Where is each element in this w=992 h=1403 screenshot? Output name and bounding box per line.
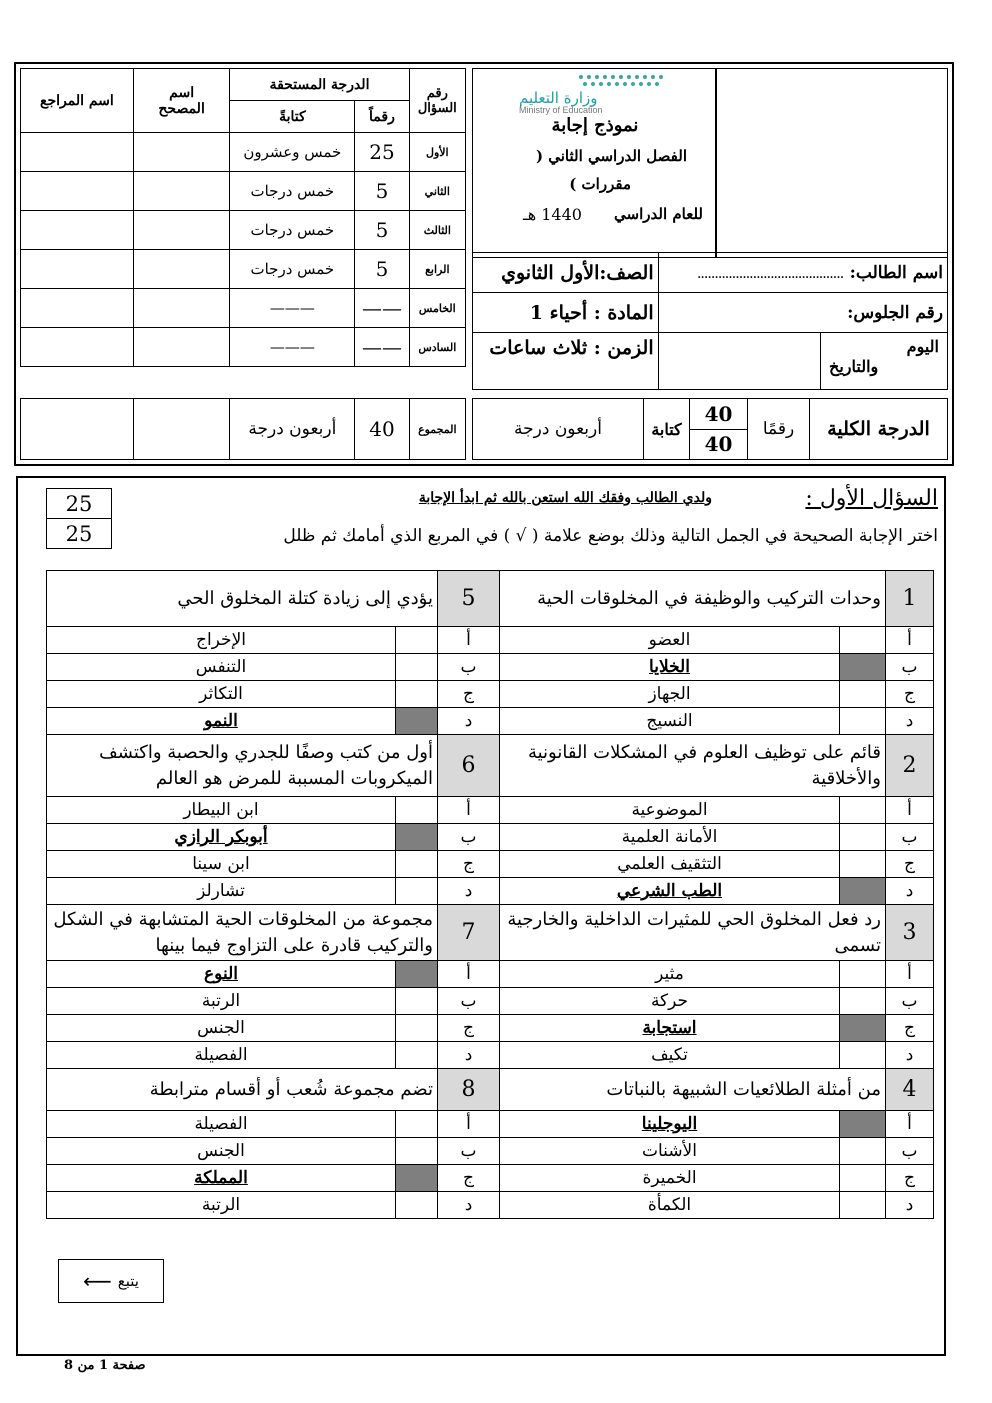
ministry-logo xyxy=(519,73,669,119)
question-text: أول من كتب وصفًا للجدري والحصبة واكتشف الميكروبات المسببة للمرض هو العالم xyxy=(47,735,438,797)
answer-checkbox[interactable] xyxy=(396,654,438,681)
grade-row-digits: 5 xyxy=(355,211,409,250)
option-text: الخميرة xyxy=(500,1165,840,1192)
grade-row-corrector[interactable] xyxy=(133,172,230,211)
option-row xyxy=(47,708,934,735)
option-text: استجابة xyxy=(500,1015,840,1042)
answer-checkbox[interactable] xyxy=(396,961,438,988)
question-number: 3 xyxy=(886,905,934,961)
option-letter: ب xyxy=(438,824,500,851)
option-text: المملكة xyxy=(47,1165,396,1192)
question-row xyxy=(47,571,934,627)
subject: المادة : أحياء 1 xyxy=(473,293,659,333)
option-letter: أ xyxy=(886,627,934,654)
answer-checkbox[interactable] xyxy=(840,1015,886,1042)
grade-row-writing: خمس درجات xyxy=(230,211,355,250)
grade-row-question: الثالث xyxy=(409,211,465,250)
option-row xyxy=(47,961,934,988)
grade-row-writing: خمس درجات xyxy=(230,250,355,289)
question-text: يؤدي إلى زيادة كتلة المخلوق الحي xyxy=(47,571,438,627)
option-text: النسيج xyxy=(500,708,840,735)
option-letter: ب xyxy=(438,654,500,681)
year-label: للعام الدراسي xyxy=(614,205,703,223)
answer-checkbox[interactable] xyxy=(396,627,438,654)
answer-checkbox[interactable] xyxy=(396,708,438,735)
option-letter: ج xyxy=(886,851,934,878)
grade-row-question: الثاني xyxy=(409,172,465,211)
answer-checkbox[interactable] xyxy=(840,1042,886,1069)
student-info-table xyxy=(472,252,948,390)
question-number: 5 xyxy=(438,571,500,627)
col-grade: الدرجة المستحقة xyxy=(230,69,409,101)
option-letter: ب xyxy=(886,824,934,851)
exam-time: الزمن : ثلاث ساعات xyxy=(473,333,659,390)
grade-row-writing: ——— xyxy=(230,328,355,367)
option-letter: أ xyxy=(886,797,934,824)
question-row xyxy=(47,1069,934,1111)
answer-checkbox[interactable] xyxy=(396,851,438,878)
option-row xyxy=(47,1042,934,1069)
answer-checkbox[interactable] xyxy=(396,1015,438,1042)
answer-checkbox[interactable] xyxy=(840,1138,886,1165)
option-text: الرتبة xyxy=(47,988,396,1015)
answer-checkbox[interactable] xyxy=(396,1165,438,1192)
ministry-ar: وزارة التعليم xyxy=(519,89,598,107)
question-row xyxy=(47,905,934,961)
answer-checkbox[interactable] xyxy=(840,988,886,1015)
day-date-label: اليوم والتاريخ xyxy=(820,333,947,389)
option-letter: ب xyxy=(886,1138,934,1165)
option-letter: ج xyxy=(438,851,500,878)
year-value: 1440 هـ xyxy=(523,205,582,224)
grade-row xyxy=(21,133,466,172)
question-text: من أمثلة الطلائعيات الشبيهة بالنباتات xyxy=(500,1069,886,1111)
question-number: 2 xyxy=(886,735,934,797)
option-letter: د xyxy=(438,1042,500,1069)
grade-row-digits: 25 xyxy=(355,133,409,172)
semester-line: الفصل الدراسي الثاني ( xyxy=(535,147,687,165)
grades-total-digits: 40 xyxy=(355,399,409,460)
seat-number-cell[interactable]: رقم الجلوس: xyxy=(658,293,947,333)
option-text: الفصيلة xyxy=(47,1042,396,1069)
option-letter: د xyxy=(886,878,934,905)
option-letter: ب xyxy=(886,654,934,681)
grade-level: الصف:الأول الثانوي xyxy=(473,253,659,293)
total-grade-label: الدرجة الكلية xyxy=(810,399,948,460)
option-letter: ج xyxy=(886,681,934,708)
question-text: تضم مجموعة شُعب أو أقسام مترابطة xyxy=(47,1069,438,1111)
grade-row-corrector[interactable] xyxy=(133,328,230,367)
grade-row-digits: 5 xyxy=(355,250,409,289)
grade-row-corrector[interactable] xyxy=(133,250,230,289)
answer-checkbox[interactable] xyxy=(396,988,438,1015)
answer-checkbox[interactable] xyxy=(840,654,886,681)
grade-row-writing: خمس وعشرون xyxy=(230,133,355,172)
courses-line: مقررات ) xyxy=(569,175,631,193)
question-number: 4 xyxy=(886,1069,934,1111)
grade-row-reviewer[interactable] xyxy=(21,172,134,211)
option-text: التنفس xyxy=(47,654,396,681)
option-text: تشارلز xyxy=(47,878,396,905)
grade-row-digits: —— xyxy=(355,289,409,328)
grades-total-reviewer xyxy=(21,399,134,460)
grade-row xyxy=(21,211,466,250)
continue-label: يتبع xyxy=(117,1272,139,1290)
option-text: الطب الشرعي xyxy=(500,878,840,905)
answer-checkbox[interactable] xyxy=(396,1111,438,1138)
option-row xyxy=(47,1111,934,1138)
option-letter: د xyxy=(438,708,500,735)
option-row xyxy=(47,654,934,681)
col-reviewer: اسم المراجع xyxy=(21,69,134,133)
option-letter: ب xyxy=(438,988,500,1015)
option-text: أبوبكر الرازي xyxy=(47,824,396,851)
col-question: رقم السؤال xyxy=(409,69,465,133)
option-letter: د xyxy=(438,878,500,905)
option-text: النوع xyxy=(47,961,396,988)
option-letter: د xyxy=(886,708,934,735)
ministry-en: Ministry of Education xyxy=(519,105,603,115)
option-letter: ب xyxy=(886,988,934,1015)
option-text: اليوجلينا xyxy=(500,1111,840,1138)
option-text: ابن سينا xyxy=(47,851,396,878)
total-digits-label: رقمًا xyxy=(748,399,810,460)
option-letter: ج xyxy=(438,1015,500,1042)
page-number: صفحة 1 من 8 xyxy=(64,1358,146,1373)
answer-checkbox[interactable] xyxy=(396,681,438,708)
answer-checkbox[interactable] xyxy=(840,961,886,988)
question-row xyxy=(47,735,934,797)
grade-row-writing: خمس درجات xyxy=(230,172,355,211)
question-text: مجموعة من المخلوقات الحية المتشابهة في الشكل والتركيب قادرة على التزاوج فيما بينها xyxy=(47,905,438,961)
grade-row xyxy=(21,328,466,367)
option-row xyxy=(47,1015,934,1042)
total-digits-top: 40 xyxy=(690,399,748,430)
grade-row-question: الرابع xyxy=(409,250,465,289)
option-text: التكاثر xyxy=(47,681,396,708)
total-grade-table xyxy=(472,398,948,460)
option-text: الجنس xyxy=(47,1138,396,1165)
option-text: الإخراج xyxy=(47,627,396,654)
grade-row-writing: ——— xyxy=(230,289,355,328)
option-row xyxy=(47,988,934,1015)
option-text: الكمأة xyxy=(500,1192,840,1219)
q1-greeting: ولدي الطالب وفقك الله استعن بالله ثم ابدأ الإجابة xyxy=(418,490,712,506)
option-letter: د xyxy=(886,1042,934,1069)
grade-row xyxy=(21,289,466,328)
grade-row xyxy=(21,172,466,211)
option-letter: ج xyxy=(886,1015,934,1042)
question-number: 7 xyxy=(438,905,500,961)
student-name-dots: .......................................... xyxy=(697,269,844,281)
option-letter: ب xyxy=(438,1138,500,1165)
question-number: 6 xyxy=(438,735,500,797)
option-text: حركة xyxy=(500,988,840,1015)
answer-checkbox[interactable] xyxy=(396,878,438,905)
total-writing-label: كتابة xyxy=(644,399,690,460)
option-letter: أ xyxy=(886,961,934,988)
total-writing-value: أربعون درجة xyxy=(473,399,644,460)
q1-score-top: 25 xyxy=(47,489,112,519)
option-row xyxy=(47,1192,934,1219)
grade-row-reviewer[interactable] xyxy=(21,211,134,250)
answer-checkbox[interactable] xyxy=(840,824,886,851)
student-name-cell[interactable] xyxy=(658,253,947,293)
answer-checkbox[interactable] xyxy=(396,797,438,824)
option-row xyxy=(47,1165,934,1192)
grade-row-digits: —— xyxy=(355,328,409,367)
grade-row-question: الأول xyxy=(409,133,465,172)
answer-checkbox[interactable] xyxy=(840,1165,886,1192)
option-letter: أ xyxy=(438,627,500,654)
grades-total-label: المجموع xyxy=(409,399,465,460)
answer-checkbox[interactable] xyxy=(396,824,438,851)
option-row xyxy=(47,851,934,878)
option-row xyxy=(47,824,934,851)
option-text: الموضوعية xyxy=(500,797,840,824)
option-text: الخلايا xyxy=(500,654,840,681)
option-text: الرتبة xyxy=(47,1192,396,1219)
option-text: مثير xyxy=(500,961,840,988)
q1-instruction: اختر الإجابة الصحيحة في الجمل التالية وذلك بوضع علامة ( √ ) في المربع الذي أمامك ثم ظلل xyxy=(283,526,938,546)
q1-score-bottom: 25 xyxy=(47,519,112,549)
option-text: الجنس xyxy=(47,1015,396,1042)
answer-checkbox[interactable] xyxy=(396,1138,438,1165)
grade-row-corrector[interactable] xyxy=(133,211,230,250)
answer-checkbox[interactable] xyxy=(840,627,886,654)
grades-total-corrector xyxy=(133,399,230,460)
option-text: النمو xyxy=(47,708,396,735)
answer-checkbox[interactable] xyxy=(840,708,886,735)
answer-checkbox[interactable] xyxy=(840,681,886,708)
answer-checkbox[interactable] xyxy=(840,797,886,824)
option-letter: ج xyxy=(438,681,500,708)
grades-total-table xyxy=(20,398,466,460)
answer-checkbox[interactable] xyxy=(840,1111,886,1138)
option-text: العضو xyxy=(500,627,840,654)
continue-box[interactable] xyxy=(58,1259,164,1303)
col-digits: رقماً xyxy=(355,101,409,133)
questions-grid xyxy=(46,570,934,1219)
grades-total-writing: أربعون درجة xyxy=(230,399,355,460)
answer-checkbox[interactable] xyxy=(396,1042,438,1069)
option-letter: ج xyxy=(438,1165,500,1192)
grade-row-question: السادس xyxy=(409,328,465,367)
title-panel xyxy=(472,68,716,258)
grade-row-corrector[interactable] xyxy=(133,289,230,328)
form-title: نموذج إجابة xyxy=(551,115,639,136)
option-text: الجهاز xyxy=(500,681,840,708)
answer-checkbox[interactable] xyxy=(396,1192,438,1219)
option-row xyxy=(47,797,934,824)
answer-checkbox[interactable] xyxy=(840,878,886,905)
col-writing: كتابةً xyxy=(230,101,355,133)
total-digits-bottom: 40 xyxy=(690,429,748,460)
grade-row-digits: 5 xyxy=(355,172,409,211)
question-text: رد فعل المخلوق الحي للمثيرات الداخلية والخارجية تسمى xyxy=(500,905,886,961)
option-row xyxy=(47,878,934,905)
grade-row-reviewer[interactable] xyxy=(21,133,134,172)
option-text: الأمانة العلمية xyxy=(500,824,840,851)
option-text: التثقيف العلمي xyxy=(500,851,840,878)
q1-title: السؤال الأول : xyxy=(805,486,938,511)
option-text: الأشنات xyxy=(500,1138,840,1165)
option-letter: د xyxy=(438,1192,500,1219)
question-text: وحدات التركيب والوظيفة في المخلوقات الحية xyxy=(500,571,886,627)
question-number: 8 xyxy=(438,1069,500,1111)
student-name-label: اسم الطالب: xyxy=(849,262,943,283)
arrow-left-icon: ⟵ xyxy=(83,1269,112,1293)
question-text: قائم على توظيف العلوم في المشكلات القانونية والأخلاقية xyxy=(500,735,886,797)
option-row xyxy=(47,627,934,654)
logo-dots-icon xyxy=(575,73,685,89)
option-letter: ج xyxy=(886,1165,934,1192)
day-date-cell xyxy=(658,333,947,390)
option-letter: أ xyxy=(886,1111,934,1138)
option-letter: أ xyxy=(438,797,500,824)
col-corrector: اسم المصحح xyxy=(133,69,230,133)
grade-row xyxy=(21,250,466,289)
answer-checkbox[interactable] xyxy=(840,1192,886,1219)
blank-box xyxy=(716,68,948,258)
option-letter: د xyxy=(886,1192,934,1219)
option-row xyxy=(47,1138,934,1165)
option-text: تكيف xyxy=(500,1042,840,1069)
day-date-input[interactable] xyxy=(659,333,820,389)
answer-checkbox[interactable] xyxy=(840,851,886,878)
grade-row-corrector[interactable] xyxy=(133,133,230,172)
option-text: ابن البيطار xyxy=(47,797,396,824)
option-letter: أ xyxy=(438,1111,500,1138)
grade-row-question: الخامس xyxy=(409,289,465,328)
grade-row-reviewer[interactable] xyxy=(21,289,134,328)
option-row xyxy=(47,681,934,708)
option-letter: أ xyxy=(438,961,500,988)
question-number: 1 xyxy=(886,571,934,627)
option-text: الفصيلة xyxy=(47,1111,396,1138)
grade-row-reviewer[interactable] xyxy=(21,328,134,367)
grade-row-reviewer[interactable] xyxy=(21,250,134,289)
grades-table xyxy=(20,68,466,367)
